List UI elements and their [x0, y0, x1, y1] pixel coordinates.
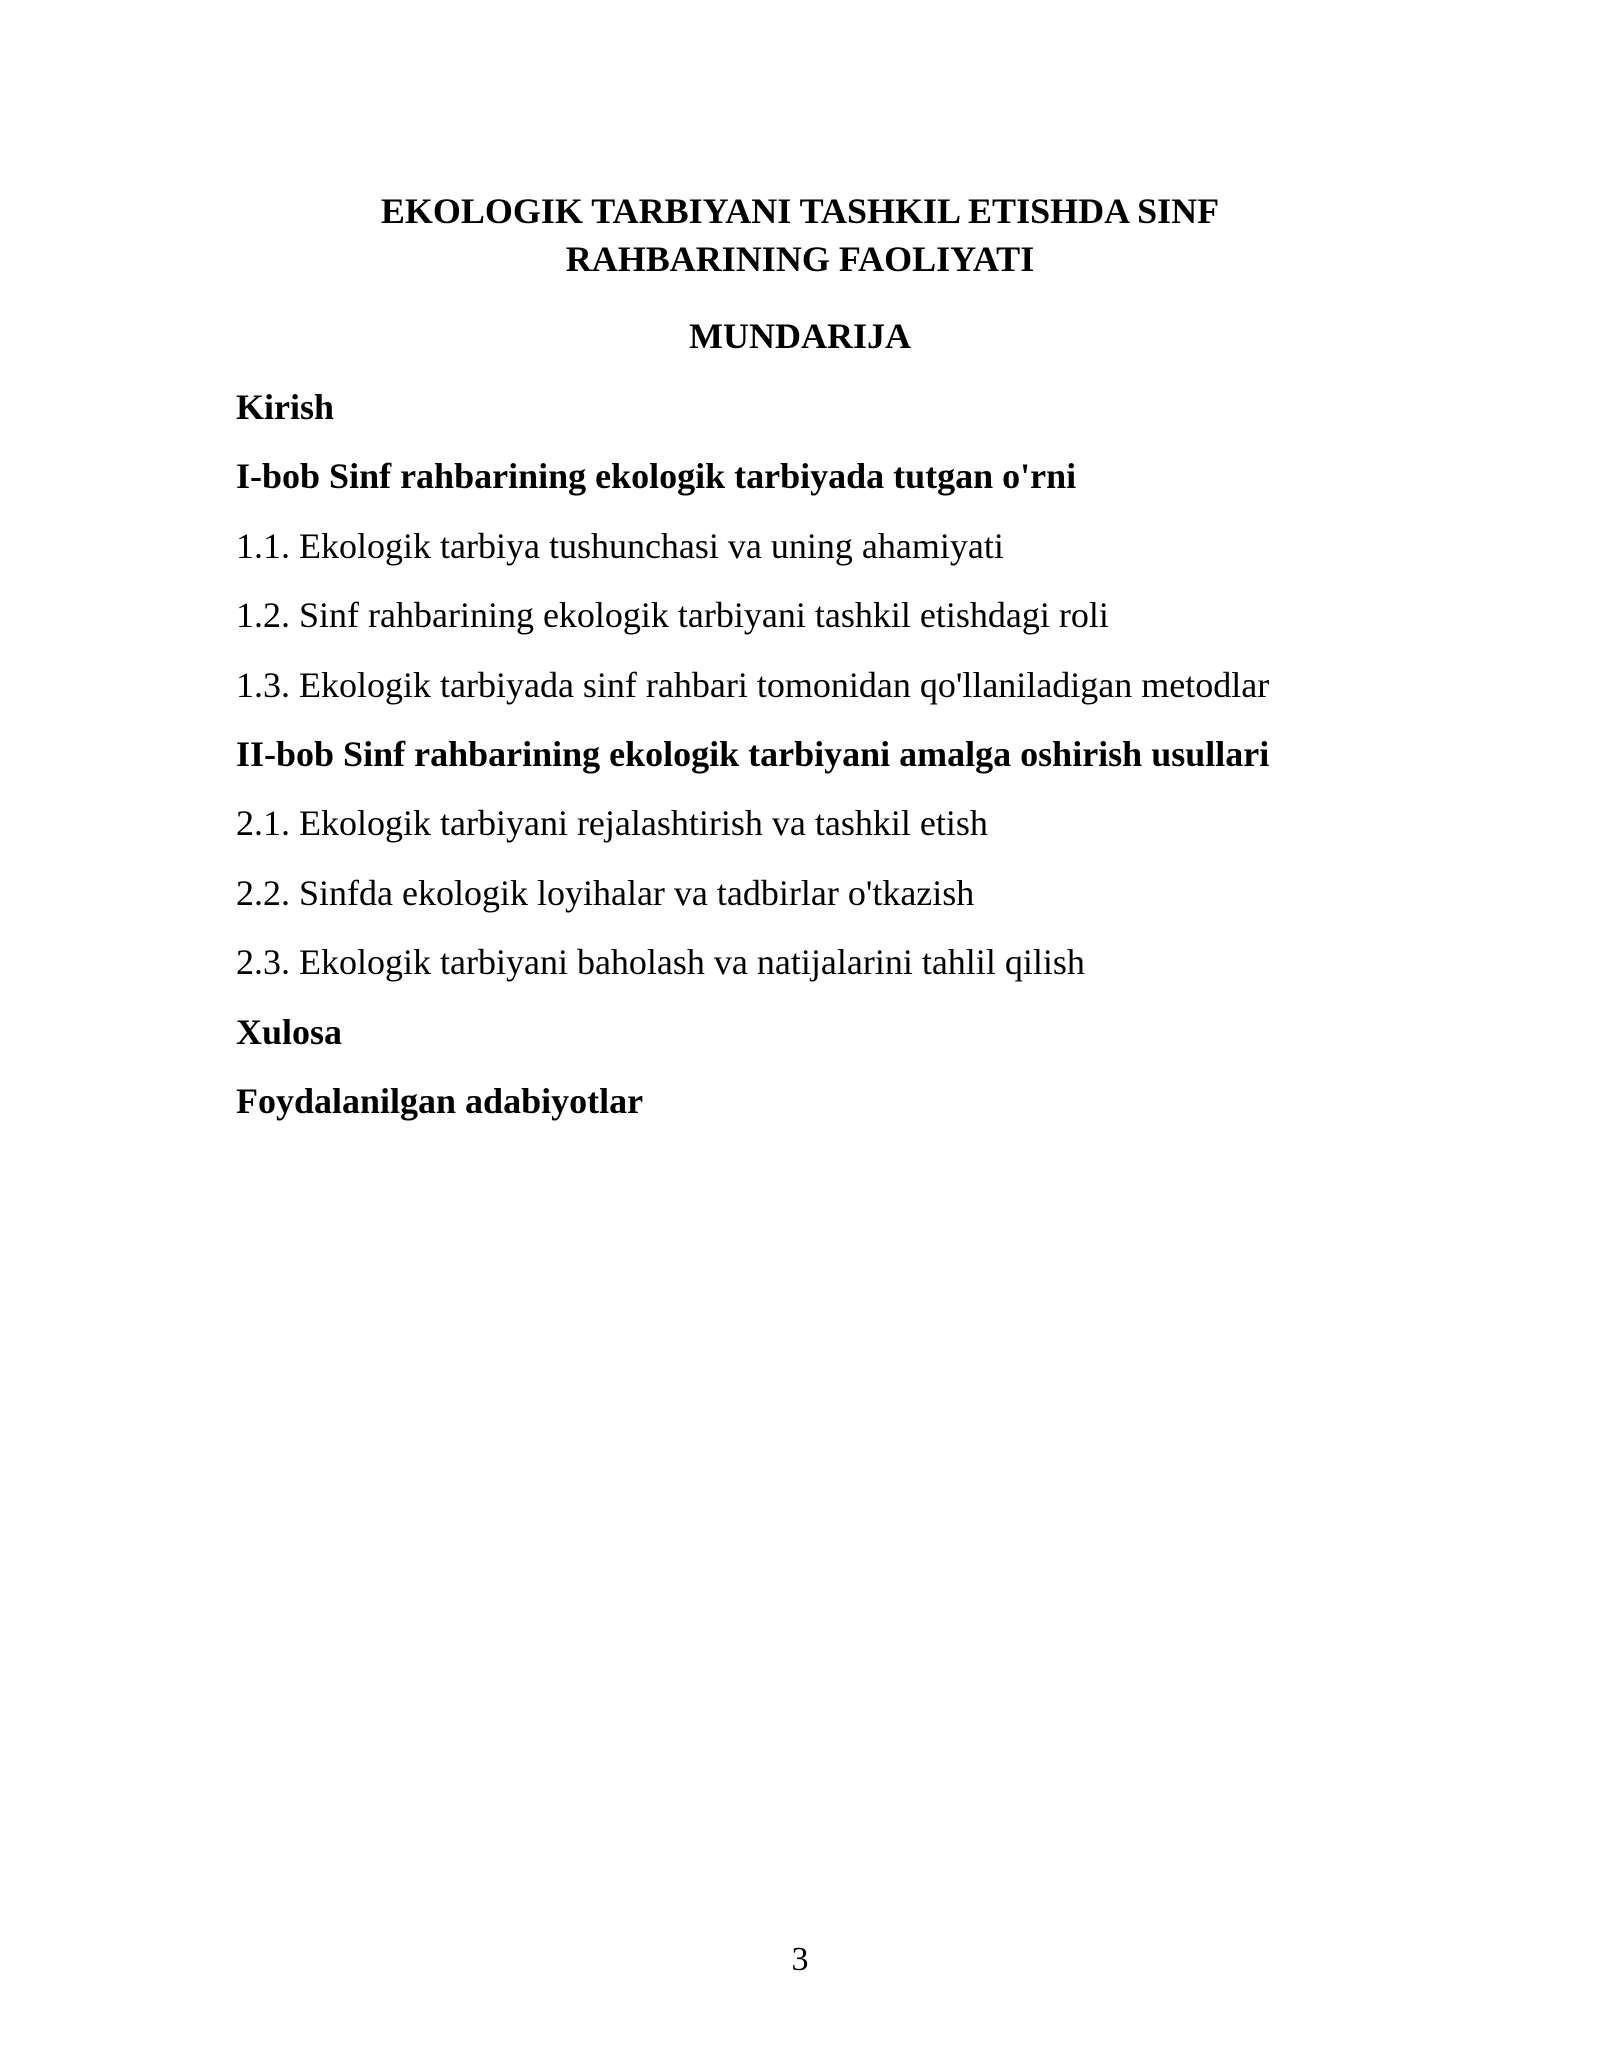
toc-item-section-1-3: 1.3. Ekologik tarbiyada sinf rahbari tomonidan qo'llaniladigan metodlar — [236, 664, 1270, 705]
table-of-contents — [236, 383, 1416, 1146]
document-title-line-1: EKOLOGIK TARBIYANI TASHKIL ETISHDA SINF — [380, 191, 1220, 231]
toc-item-section-1-1: 1.1. Ekologik tarbiya tushunchasi va uning ahamiyati — [236, 525, 1004, 566]
toc-item-chapter-2: II-bob Sinf rahbarining ekologik tarbiyani amalga oshirish usullari — [236, 733, 1270, 774]
toc-item-chapter-1: I-bob Sinf rahbarining ekologik tarbiyada tutgan o'rni — [236, 456, 1077, 497]
toc-heading: MUNDARIJA — [689, 316, 911, 356]
toc-item-section-2-3: 2.3. Ekologik tarbiyani baholash va natijalarini tahlil qilish — [236, 942, 1085, 983]
toc-item-xulosa: Xulosa — [236, 1011, 343, 1052]
page-number: 3 — [791, 1941, 809, 1978]
toc-item-section-2-2: 2.2. Sinfda ekologik loyihalar va tadbirlar o'tkazish — [236, 872, 975, 913]
document-title — [0, 187, 1600, 283]
toc-item-section-1-2: 1.2. Sinf rahbarining ekologik tarbiyani tashkil etishdagi roli — [236, 595, 1109, 636]
document-title-line-2: RAHBARINING FAOLIYATI — [565, 239, 1035, 279]
toc-item-kirish: Kirish — [236, 387, 335, 427]
toc-item-references: Foydalanilgan adabiyotlar — [236, 1080, 644, 1121]
toc-item-section-2-1: 2.1. Ekologik tarbiyani rejalashtirish va tashkil etish — [236, 803, 988, 844]
